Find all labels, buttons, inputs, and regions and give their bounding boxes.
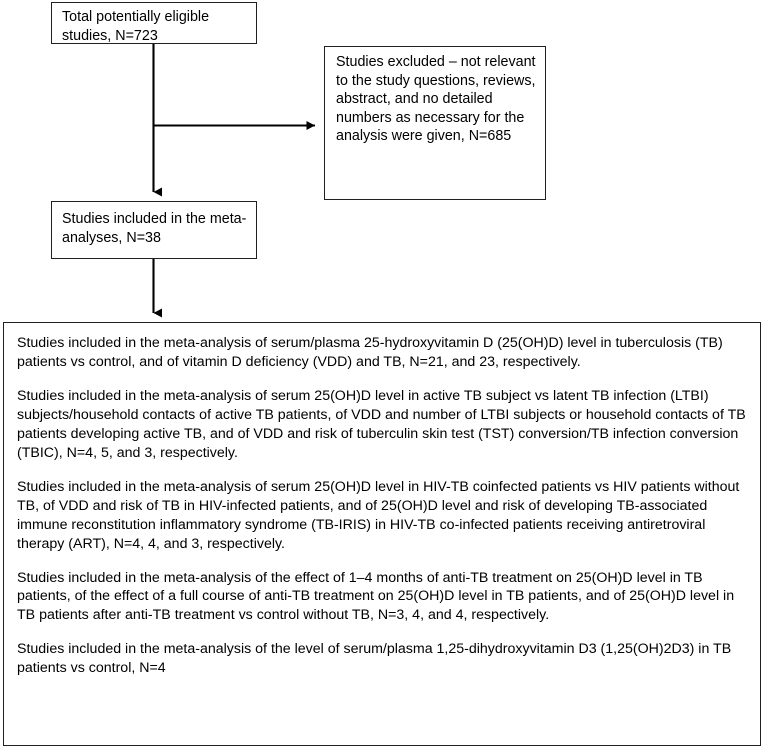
node-meta-analysis-details bbox=[3, 322, 761, 746]
detail-paragraph: Studies included in the meta-analysis of the level of serum/plasma 1,25-dihydroxyvitamin D3 (1,25(OH)2D3) in TB patients vs control, N=4 bbox=[17, 641, 732, 677]
node-total-eligible-studies bbox=[51, 2, 257, 44]
node-studies-excluded bbox=[324, 46, 546, 200]
node-studies-included bbox=[51, 201, 257, 259]
detail-paragraph: Studies included in the meta-analysis of serum 25(OH)D level in active TB subject vs latent TB infection (LTBI) subjects/household contacts of active TB patients, of VDD and number of LTBI subjects or household contacts of TB patients developing active TB, and of VDD and risk of tuberculin skin test (TST) conversion/TB infection conversion (TBIC), N=4, 5, and 3, respectively. bbox=[17, 387, 746, 461]
detail-paragraph: Studies included in the meta-analysis of serum/plasma 25-hydroxyvitamin D (25(OH)D) level in tuberculosis (TB) patients vs control, and of vitamin D deficiency (VDD) and TB, N=21, and 23, respectively. bbox=[17, 335, 723, 370]
node-total-eligible-label: Total potentially eligible studies, N=723 bbox=[62, 9, 210, 44]
node-studies-excluded-label: Studies excluded – not relevant to the study questions, reviews, abstract, and no detailed numbers as necessary for the analysis were given, N=685 bbox=[336, 54, 536, 145]
detail-paragraph: Studies included in the meta-analysis of the effect of 1–4 months of anti-TB treatment on 25(OH)D level in TB patients, of the effect of a full course of anti-TB treatment on 25(OH)D level in TB patients, and of 25(OH)D level in TB patients after anti-TB treatment vs control without TB, N=3, 4, and 4, respectively. bbox=[17, 569, 735, 624]
node-studies-included-label: Studies included in the meta-analyses, N=38 bbox=[62, 211, 247, 246]
detail-paragraph: Studies included in the meta-analysis of serum 25(OH)D level in HIV-TB coinfected patients vs HIV patients without TB, of VDD and risk of TB in HIV-infected patients, and of 25(OH)D level and risk of developing TB-associated immune reconstitution inflammatory syndrome (TB-IRIS) in HIV-TB co-infected patients receiving antiretroviral therapy (ART), N=4, 4, and 3, respectively. bbox=[17, 478, 740, 552]
